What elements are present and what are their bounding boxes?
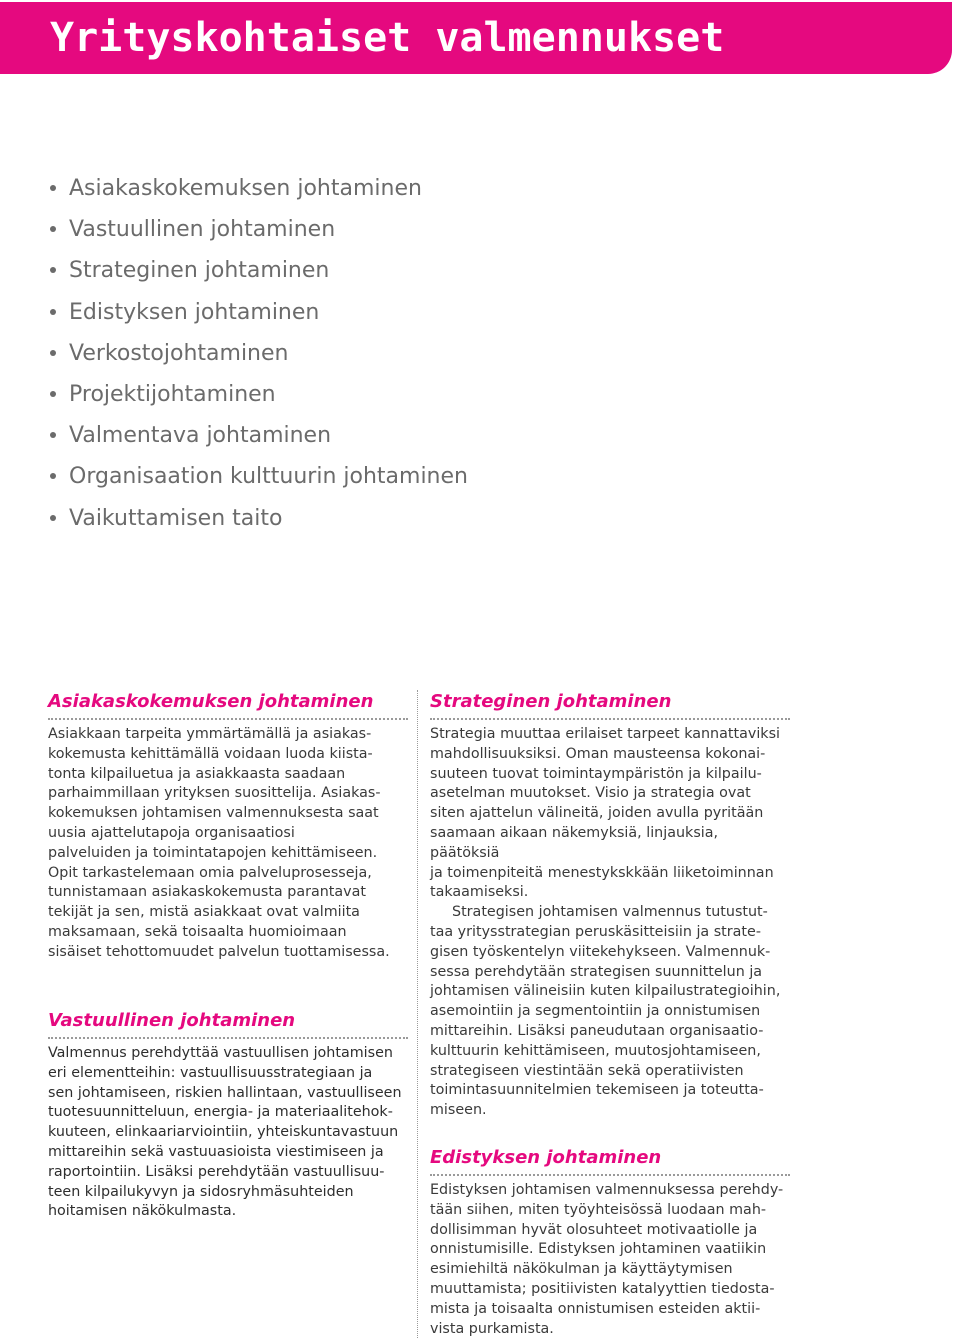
section-asiakaskokemus: [48, 689, 408, 963]
list-item: Valmentava johtaminen: [48, 415, 468, 456]
topic-list: [48, 168, 468, 539]
section-body: Strategia muuttaa erilaiset tarpeet kannattaviksi mahdollisuuksiksi. Oman mausteensa kokonai- suuteen tuovat toimintaympäristön ja kilpailu- asetelman muutokset. Visio ja strategia ovat siten ajattelun välineitä, joiden avulla pyritään saamaan aikaan näkemyksiä, linjauksia, päätöksiä ja toimenpiteitä menestykskkään liiketoiminnan takaamiseksi.: [430, 726, 780, 901]
list-item: Vastuullinen johtaminen: [48, 209, 468, 250]
section-rule: [48, 718, 408, 720]
bullet-icon: [50, 309, 56, 315]
column-divider: [417, 690, 418, 1338]
list-item: Asiakaskokemuksen johtaminen: [48, 168, 468, 209]
section-strateginen: [430, 689, 790, 1121]
section-rule: [48, 1037, 408, 1039]
bullet-icon: [50, 185, 56, 191]
section-vastuullinen: [48, 1008, 408, 1222]
list-item: Vaikuttamisen taito: [48, 498, 468, 539]
section-heading: Vastuullinen johtaminen: [48, 1010, 296, 1031]
section-rule: [430, 718, 790, 720]
list-item: Edistyksen johtaminen: [48, 292, 468, 333]
bullet-icon: [50, 226, 56, 232]
section-body-paragraph-2: Strategisen johtamisen valmennus tutustut- taa yritysstrategian peruskäsitteisiin ja strate- gisen työskentelyn viitekehykseen. Valmennuk- sessa perehdytään strategisen suunnittelun ja johtamisen välineisiin kuten kilpailustrategioihin, asemointiin ja segmentointiin ja onnistumisen mittareihin. Lisäksi paneudutaan organisaatio- kulttuurin kehittämiseen, muutosjohtamiseen, strategiseen viestintään sekä operatiivisten toimintasuunnitelmien tekemiseen ja toteutta- miseen.: [430, 904, 781, 1119]
page-title: Yrityskohtaiset valmennukset: [50, 15, 725, 61]
bullet-icon: [50, 473, 56, 479]
list-item: Organisaation kulttuurin johtaminen: [48, 456, 468, 497]
title-banner: [0, 2, 952, 74]
section-body: Valmennus perehdyttää vastuullisen johtamisen eri elementteihin: vastuullisuusstrategiaan ja sen johtamiseen, riskien hallintaan, vastuulliseen tuotesuunnitteluun, energia- ja materiaalitehok- kuuteen, elinkaariarviointiin, yhteiskuntavastuun mittareihin sekä vastuuasioista viestimiseen ja raportointiin. Lisäksi perehdytään vastuullisuu- teen kilpailukyvyn ja sidosryhmäsuhteiden hoitamisen näkökulmasta.: [48, 1045, 402, 1220]
section-heading: Strateginen johtaminen: [430, 691, 672, 712]
section-rule: [430, 1174, 790, 1176]
section-edistys: [430, 1145, 790, 1339]
section-body: Edistyksen johtamisen valmennuksessa perehdy- tään siihen, miten työyhteisössä luodaan mah- dollisimman hyvät olosuhteet motivaatiolle ja onnistumisille. Edistyksen johtaminen vaatiikin esimiehiltä näkökulman ja käyttäytymisen muuttamista; positiivisten katalyyttien tiedosta- mista ja toisaalta onnistumisen esteiden aktii- vista purkamista.: [430, 1182, 784, 1337]
section-heading: Edistyksen johtaminen: [430, 1147, 662, 1168]
bullet-icon: [50, 391, 56, 397]
bullet-icon: [50, 515, 56, 521]
bullet-icon: [50, 267, 56, 273]
bullet-icon: [50, 350, 56, 356]
bullet-icon: [50, 432, 56, 438]
section-body: Asiakkaan tarpeita ymmärtämällä ja asiakas- kokemusta kehittämällä voidaan luoda kiista- tonta kilpailuetua ja asiakkaasta saadaan parhaimmillaan yrityksen suosittelija. Asiakas- kokemuksen johtamisen valmennuksesta saat uusia ajattelutapoja organisaatiosi palveluiden ja toimintatapojen kehittämiseen. Opit tarkastelemaan omia palveluprosesseja, tunnistamaan asiakaskokemusta parantavat tekijät ja sen, mistä asiakkaat ovat valmiita maksamaan, sekä toisaalta huomioimaan sisäiset tehottomuudet palvelun tuottamisessa.: [48, 726, 390, 960]
section-heading: Asiakaskokemuksen johtaminen: [48, 691, 374, 712]
list-item: Strateginen johtaminen: [48, 250, 468, 291]
list-item: Verkostojohtaminen: [48, 333, 468, 374]
list-item: Projektijohtaminen: [48, 374, 468, 415]
